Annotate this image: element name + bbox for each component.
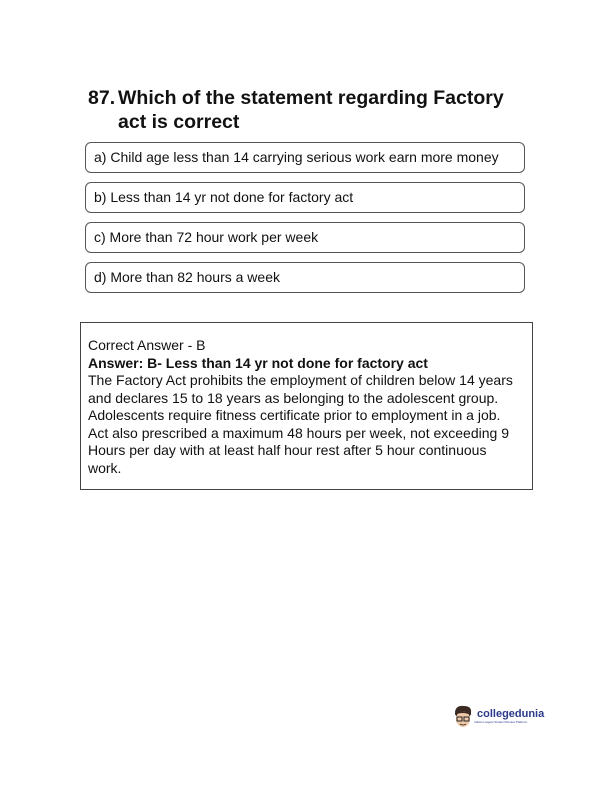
option-d[interactable]: d) More than 82 hours a week: [85, 262, 525, 293]
collegedunia-logo: [452, 704, 544, 728]
explanation-line: work.: [88, 459, 122, 476]
correct-answer-label: Correct Answer - B: [88, 337, 206, 353]
question-text-line1: Which of the statement regarding Factory: [118, 87, 504, 109]
logo-wordmark: collegedunia: [477, 707, 545, 720]
option-a[interactable]: a) Child age less than 14 carrying serious work earn more money: [85, 142, 525, 173]
question-number: 87.: [88, 87, 116, 109]
logo-tagline: India's Largest Student Review Platform: [474, 719, 528, 724]
option-c[interactable]: c) More than 72 hour work per week: [85, 222, 525, 253]
answer-box: [80, 322, 533, 490]
student-mascot-icon: [452, 704, 474, 728]
explanation-line: Hours per day with at least half hour rest after 5 hour continuous: [88, 442, 487, 458]
explanation-line: Adolescents require fitness certificate prior to employment in a job.: [88, 407, 501, 423]
explanation-line: Act also prescribed a maximum 48 hours per week, not exceeding 9: [88, 424, 509, 441]
explanation-line: The Factory Act prohibits the employment of children below 14 years: [88, 372, 513, 388]
question-title: [88, 86, 504, 134]
explanation-line: and declares 15 to 18 years as belonging to the adolescent group.: [88, 389, 499, 406]
answer-heading: Answer: B- Less than 14 yr not done for factory act: [88, 354, 428, 371]
question-text-line2: act is correct: [118, 111, 240, 133]
option-b[interactable]: b) Less than 14 yr not done for factory act: [85, 182, 525, 213]
